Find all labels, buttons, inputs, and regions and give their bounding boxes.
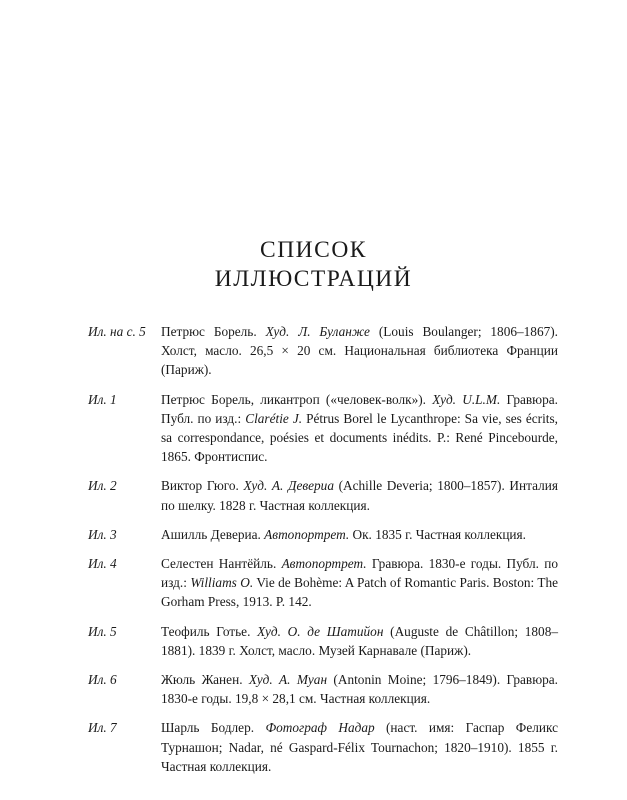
illustration-description [161, 322, 558, 380]
illustration-description [161, 670, 558, 708]
illustration-label: Ил. на с. 5 [88, 324, 146, 339]
list-item [88, 525, 558, 544]
text-segment: Vie de Bohème: A Patch of Romantic Paris. Boston: The Gorham Press, 1913. P. 142. [161, 575, 559, 610]
illustration-label: Ил. 4 [88, 556, 117, 572]
illustration-label: Ил. 2 [88, 478, 117, 494]
illustration-label: Ил. 7 [88, 720, 117, 736]
text-segment: (Louis Boulanger; 1806–1867). Холст, масло. 26,5 × 20 см. Национальная библиотека Франции (Париж). [161, 324, 558, 378]
italic-text: Худ. А. Муан [248, 672, 328, 688]
text-segment: Гравюра. 1830-е годы. Публ. по изд.: [161, 556, 558, 591]
illustration-label: Ил. 6 [88, 672, 117, 688]
illustration-label: Ил. 1 [88, 391, 117, 407]
illustration-description [161, 622, 558, 660]
italic-text: Худ. О. де Шатийон [257, 623, 384, 639]
italic-text: Автопортрет. [264, 526, 350, 542]
italic-text: Williams O. [190, 575, 254, 591]
text-segment: Ок. 1835 г. Частная коллекция. [349, 526, 526, 542]
italic-text: Худ. А. Девериа [243, 478, 334, 494]
page-title [0, 236, 627, 294]
text-segment: Петрюс Борель, ликантроп («человек-волк»). [161, 391, 433, 407]
text-segment: Селестен Нантёйль. [161, 556, 282, 572]
list-item [88, 390, 558, 467]
list-item [88, 476, 558, 514]
italic-text: Автопортрет. [281, 556, 367, 572]
title-line-2: ИЛЛЮСТРАЦИЙ [214, 266, 413, 292]
text-segment: Шарль Бодлер. [161, 720, 266, 736]
text-segment: Петрюс Борель. [161, 324, 266, 339]
illustration-label: Ил. 3 [88, 526, 117, 542]
text-segment: (наст. имя: Гаспар Феликс Турнашон; Nadar, né Gaspard-Félix Tournachon; 1820–1910). 1855 г. Частная коллекция. [161, 720, 559, 774]
italic-text: Фотограф Надар [265, 720, 375, 736]
list-item [88, 622, 558, 660]
italic-text: Худ. Л. Буланже [265, 324, 370, 339]
italic-text: Худ. U.L.M. [432, 391, 501, 407]
illustration-list [88, 322, 558, 786]
illustration-description [161, 718, 558, 776]
list-item [88, 670, 558, 708]
text-segment: Жюль Жанен. [161, 672, 249, 688]
list-item [88, 718, 558, 776]
text-segment: Теофиль Готье. [161, 623, 258, 639]
list-item [88, 554, 558, 612]
text-segment: Ашилль Девериа. [161, 526, 265, 542]
text-segment: Гравюра. Публ. по изд.: [161, 391, 558, 426]
illustration-description [161, 525, 558, 544]
text-segment: (Achille Deveria; 1800–1857). Инталия по шелку. 1828 г. Частная коллекция. [161, 478, 558, 513]
list-item [88, 322, 558, 380]
illustration-description [161, 390, 558, 467]
text-segment: (Auguste de Châtillon; 1808–1881). 1839 г. Холст, масло. Музей Карнавале (Париж). [161, 623, 559, 658]
illustration-label: Ил. 5 [88, 623, 117, 639]
italic-text: Clarétie J. [245, 410, 303, 426]
title-line-1: СПИСОК [260, 237, 367, 263]
text-segment: Pétrus Borel le Lycanthrope: Sa vie, ses écrits, sa correspondance, poésies et documents inédits. P.: René Pincebourde, 1865. Фронтиспис. [161, 410, 558, 465]
text-segment: Виктор Гюго. [161, 478, 244, 494]
text-segment: (Antonin Moine; 1796–1849). Гравюра. 1830-е годы. 19,8 × 28,1 см. Частная коллекция. [161, 672, 559, 707]
illustration-description [161, 476, 558, 514]
illustration-description [161, 554, 558, 612]
